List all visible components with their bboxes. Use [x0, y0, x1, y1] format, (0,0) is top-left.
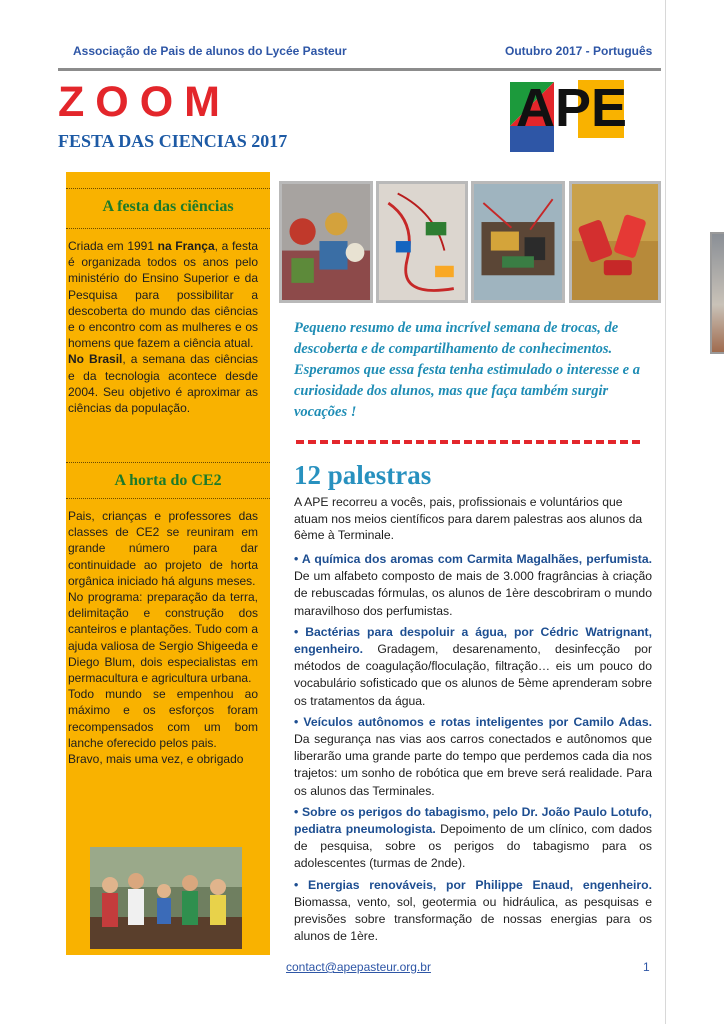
newsletter-subtitle: FESTA DAS CIENCIAS 2017 — [58, 131, 288, 151]
sidebar-divider — [66, 228, 270, 229]
ape-logo — [502, 78, 638, 158]
talk-title: • Energias renováveis, por Philippe Enaud, engenheiro. — [294, 877, 652, 892]
talk-description: Biomassa, vento, sol, geotermia ou hidráulica, as pesquisas e previsões sobre transformação de nossas energias para os alunos de 1ère. — [294, 894, 652, 944]
talk-title: • Veículos autônomos e rotas inteligentes por Camilo Adas. — [294, 714, 652, 729]
palestras-intro: A APE recorreu a vocês, pais, profissionais e voluntários que atuam nos meios científicos para darem palestras aos alunos da 6ème à Terminale. — [294, 495, 643, 542]
page-number: 1 — [643, 960, 650, 974]
talk-item — [294, 624, 652, 710]
talk-description: Da segurança nas vias aos carros conectados e autônomos que liberarão uma grande parte do tempo que perdemos cada dia nos trajetos: um sonho de robótica que em breve será realidade. Para os alunos das Terminales. — [294, 732, 652, 798]
science-photo-circuits[interactable] — [376, 181, 468, 303]
palestras-heading: 12 palestras — [294, 460, 432, 490]
contact-email-link[interactable]: contact@apepasteur.org.br — [286, 960, 431, 974]
talk-item — [294, 877, 652, 946]
header-issue-date: Outubro 2017 - Português — [505, 44, 653, 58]
sidebar-heading-festa: A festa das ciências — [102, 198, 234, 215]
garden-photo — [90, 847, 242, 949]
page-edge — [665, 0, 666, 1024]
talk-title: • Sobre os perigos do tabagismo, pelo Dr. João Paulo Lotufo, pediatra pneumologista. — [294, 804, 652, 837]
dashed-divider — [296, 440, 640, 444]
talk-item — [294, 714, 652, 800]
header-divider — [58, 68, 661, 71]
summary-paragraph: Pequeno resumo de uma incrível semana de trocas, de descoberta e de compartilhamento de conhecimentos. Esperamos que essa festa tenha estimulado o interesse e a curiosidade dos alunos, mas que faça também surgir vocações ! — [294, 320, 640, 420]
talk-description: Depoimento de um clínico, com dados de pesquisa, sobre os perigos do tabagismo para os adolescentes (turmas de 2nde). — [294, 822, 652, 871]
sidebar-festa-text: Criada em 1991 na França, a festa é organizada todos os anos pelo ministério do Ensino Superior e da Pesquisa para possibilitar a descoberta do mundo das ciências e o encontro com as mulheres e os homens que fazem a ciência atual. No Brasil, a semana das ciências e da tecnologia acontece desde 2004. Seu objetivo é aproximar as ciências da população. — [68, 239, 258, 416]
newsletter-title: ZOOM — [58, 78, 231, 126]
header-association: Associação de Pais de alunos do Lycée Pasteur — [73, 44, 347, 58]
talk-description: Gradagem, desarenamento, desinfecção por métodos de coagulação/floculação, filtração… eis um pouco do vocabulário sofisticado que os alunos de 5ème aprenderam sobre os tratamentos da água. — [294, 642, 652, 708]
talk-title: • Bactérias para despoluir a água, por Cédric Watrignant, engenheiro. — [294, 624, 652, 657]
logo-lettering: APE — [516, 78, 628, 138]
science-photo-electronics[interactable] — [471, 181, 565, 303]
talk-title: • A química dos aromas com Carmita Magalhães, perfumista. — [294, 552, 652, 566]
science-photo-red-parts[interactable] — [569, 181, 661, 303]
sidebar-horta-text: Pais, crianças e professores das classes de CE2 se reuniram em grande número para dar continuidade ao projeto de horta orgânica iniciado há alguns meses. No programa: preparação da terra, delimitação e construção dos canteiros e plantações. Tudo com a ajuda valiosa de Sergio Shigeeda e Diego Blum, dois especialistas em permacultura e agricultura urbana. Todo mundo se empenhou ao máximo e os esforços foram recompensados com um bom lanche oferecido pelos pais. Bravo, mais uma vez, e obrigado — [68, 509, 258, 767]
sidebar-divider — [66, 498, 270, 499]
sidebar-heading-horta: A horta do CE2 — [114, 472, 222, 489]
talks-list — [294, 551, 652, 949]
sidebar-divider — [66, 462, 270, 463]
talk-item — [294, 804, 652, 873]
next-page-thumbnail[interactable] — [710, 232, 724, 354]
sidebar-divider — [66, 188, 270, 189]
science-photo-robots[interactable] — [279, 181, 373, 303]
sidebar — [66, 172, 270, 955]
talk-item — [294, 551, 652, 620]
talk-description: De um alfabeto composto de mais de 3.000 fragrâncias à criação de rebuscadas fórmulas, os alunos de 1ère descobriram o mundo maravilhoso dos perfumistas. — [294, 569, 652, 618]
